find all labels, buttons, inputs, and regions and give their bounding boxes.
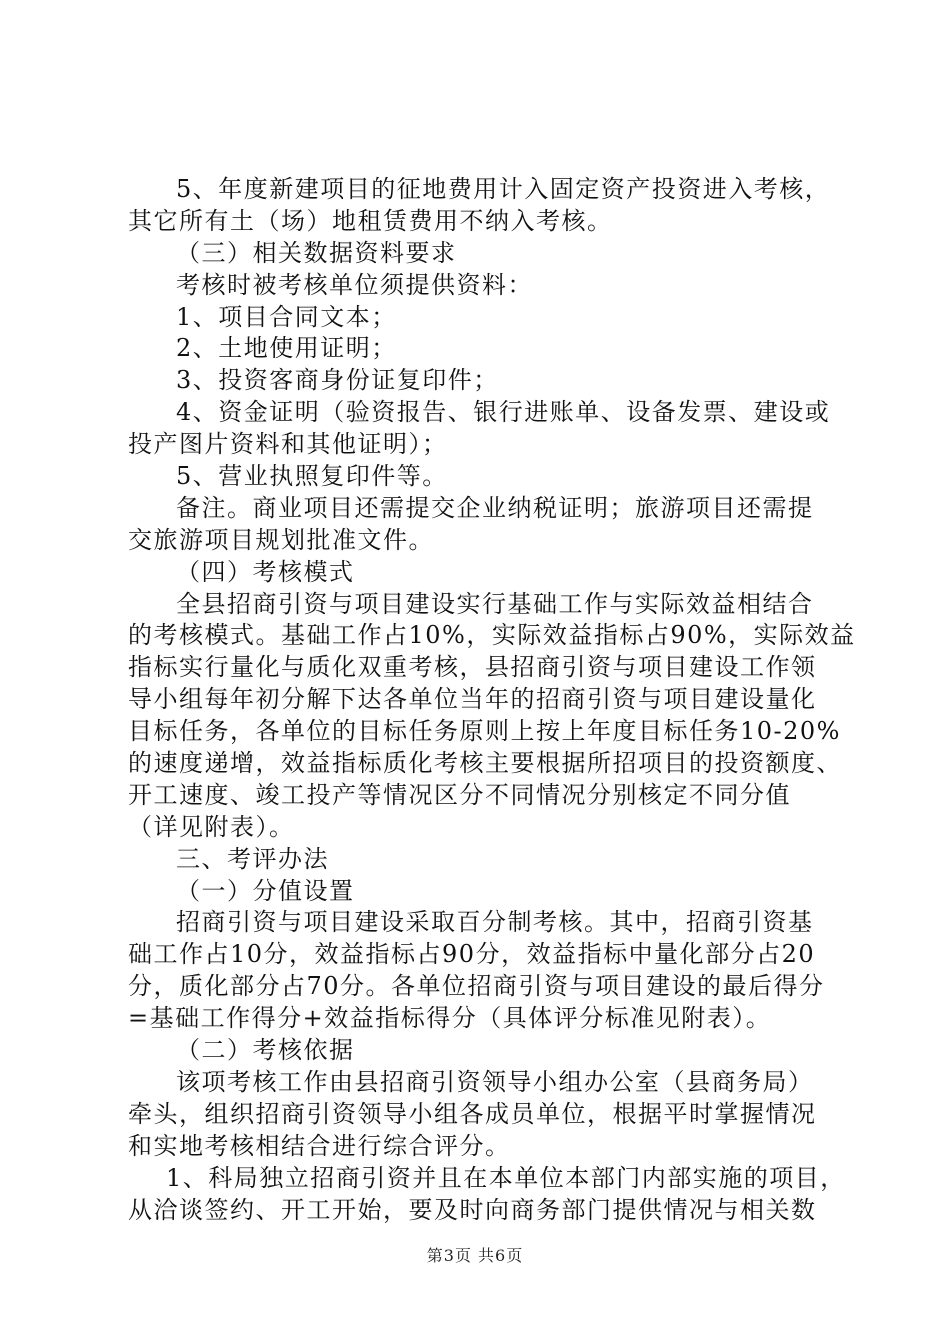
- text-line: 指标实行量化与质化双重考核，县招商引资与项目建设工作领: [128, 653, 817, 682]
- text-line: 开工速度、竣工投产等情况区分不同情况分别核定不同分值: [128, 780, 791, 809]
- text-line: 目标任务，各单位的目标任务原则上按上年度目标任务10-20%: [128, 717, 841, 746]
- text-line: 1、项目合同文本；: [176, 302, 397, 331]
- text-line: 备注。商业项目还需提交企业纳税证明；旅游项目还需提: [176, 493, 814, 522]
- text-line: 牵头，组织招商引资领导小组各成员单位，根据平时掌握情况: [128, 1099, 817, 1128]
- text-line: 三、考评办法: [176, 844, 329, 873]
- text-line: 的考核模式。基础工作占10%，实际效益指标占90%，实际效益: [128, 621, 856, 650]
- text-line: 2、土地使用证明；: [176, 334, 397, 363]
- text-line: 考核时被考核单位须提供资料：: [176, 270, 533, 299]
- text-line: 分，质化部分占70分。各单位招商引资与项目建设的最后得分: [128, 972, 825, 1001]
- text-line: =基础工作得分+效益指标得分（具体评分标准见附表）。: [128, 1004, 772, 1033]
- text-line: 该项考核工作由县招商引资领导小组办公室（县商务局）: [176, 1067, 814, 1096]
- text-line: 全县招商引资与项目建设实行基础工作与实际效益相结合: [176, 589, 814, 618]
- text-line: （四）考核模式: [176, 557, 355, 586]
- text-line: （一）分值设置: [176, 876, 355, 905]
- text-line: （二）考核依据: [176, 1036, 355, 1065]
- text-line: 招商引资与项目建设采取百分制考核。其中，招商引资基: [176, 908, 814, 937]
- text-line: 4、资金证明（验资报告、银行进账单、设备发票、建设或: [176, 398, 831, 427]
- text-line: 和实地考核相结合进行综合评分。: [128, 1131, 511, 1160]
- text-line: 交旅游项目规划批准文件。: [128, 525, 434, 554]
- text-line: 导小组每年初分解下达各单位当年的招商引资与项目建设量化: [128, 685, 817, 714]
- text-line: 3、投资客商身份证复印件；: [176, 366, 499, 395]
- page-footer: 第3页 共6页: [426, 1246, 524, 1265]
- text-line: （三）相关数据资料要求: [176, 238, 457, 267]
- document-body: [128, 174, 856, 1226]
- text-line: （详见附表）。: [128, 812, 295, 841]
- text-line: 其它所有土（场）地租赁费用不纳入考核。: [128, 206, 613, 235]
- text-line: 础工作占10分，效益指标占90分，效益指标中量化部分占20: [128, 940, 816, 969]
- text-line: 5、年度新建项目的征地费用计入固定资产投资进入考核，: [176, 175, 831, 203]
- text-line: 的速度递增，效益指标质化考核主要根据所招项目的投资额度、: [128, 749, 842, 778]
- text-line: 投产图片资料和其他证明）；: [128, 430, 448, 459]
- text-line: 从洽谈签约、开工开始，要及时向商务部门提供情况与相关数: [128, 1195, 817, 1224]
- text-line: 5、营业执照复印件等。: [176, 462, 448, 491]
- text-line: 1、科局独立招商引资并且在本单位本部门内部实施的项目，: [166, 1163, 846, 1192]
